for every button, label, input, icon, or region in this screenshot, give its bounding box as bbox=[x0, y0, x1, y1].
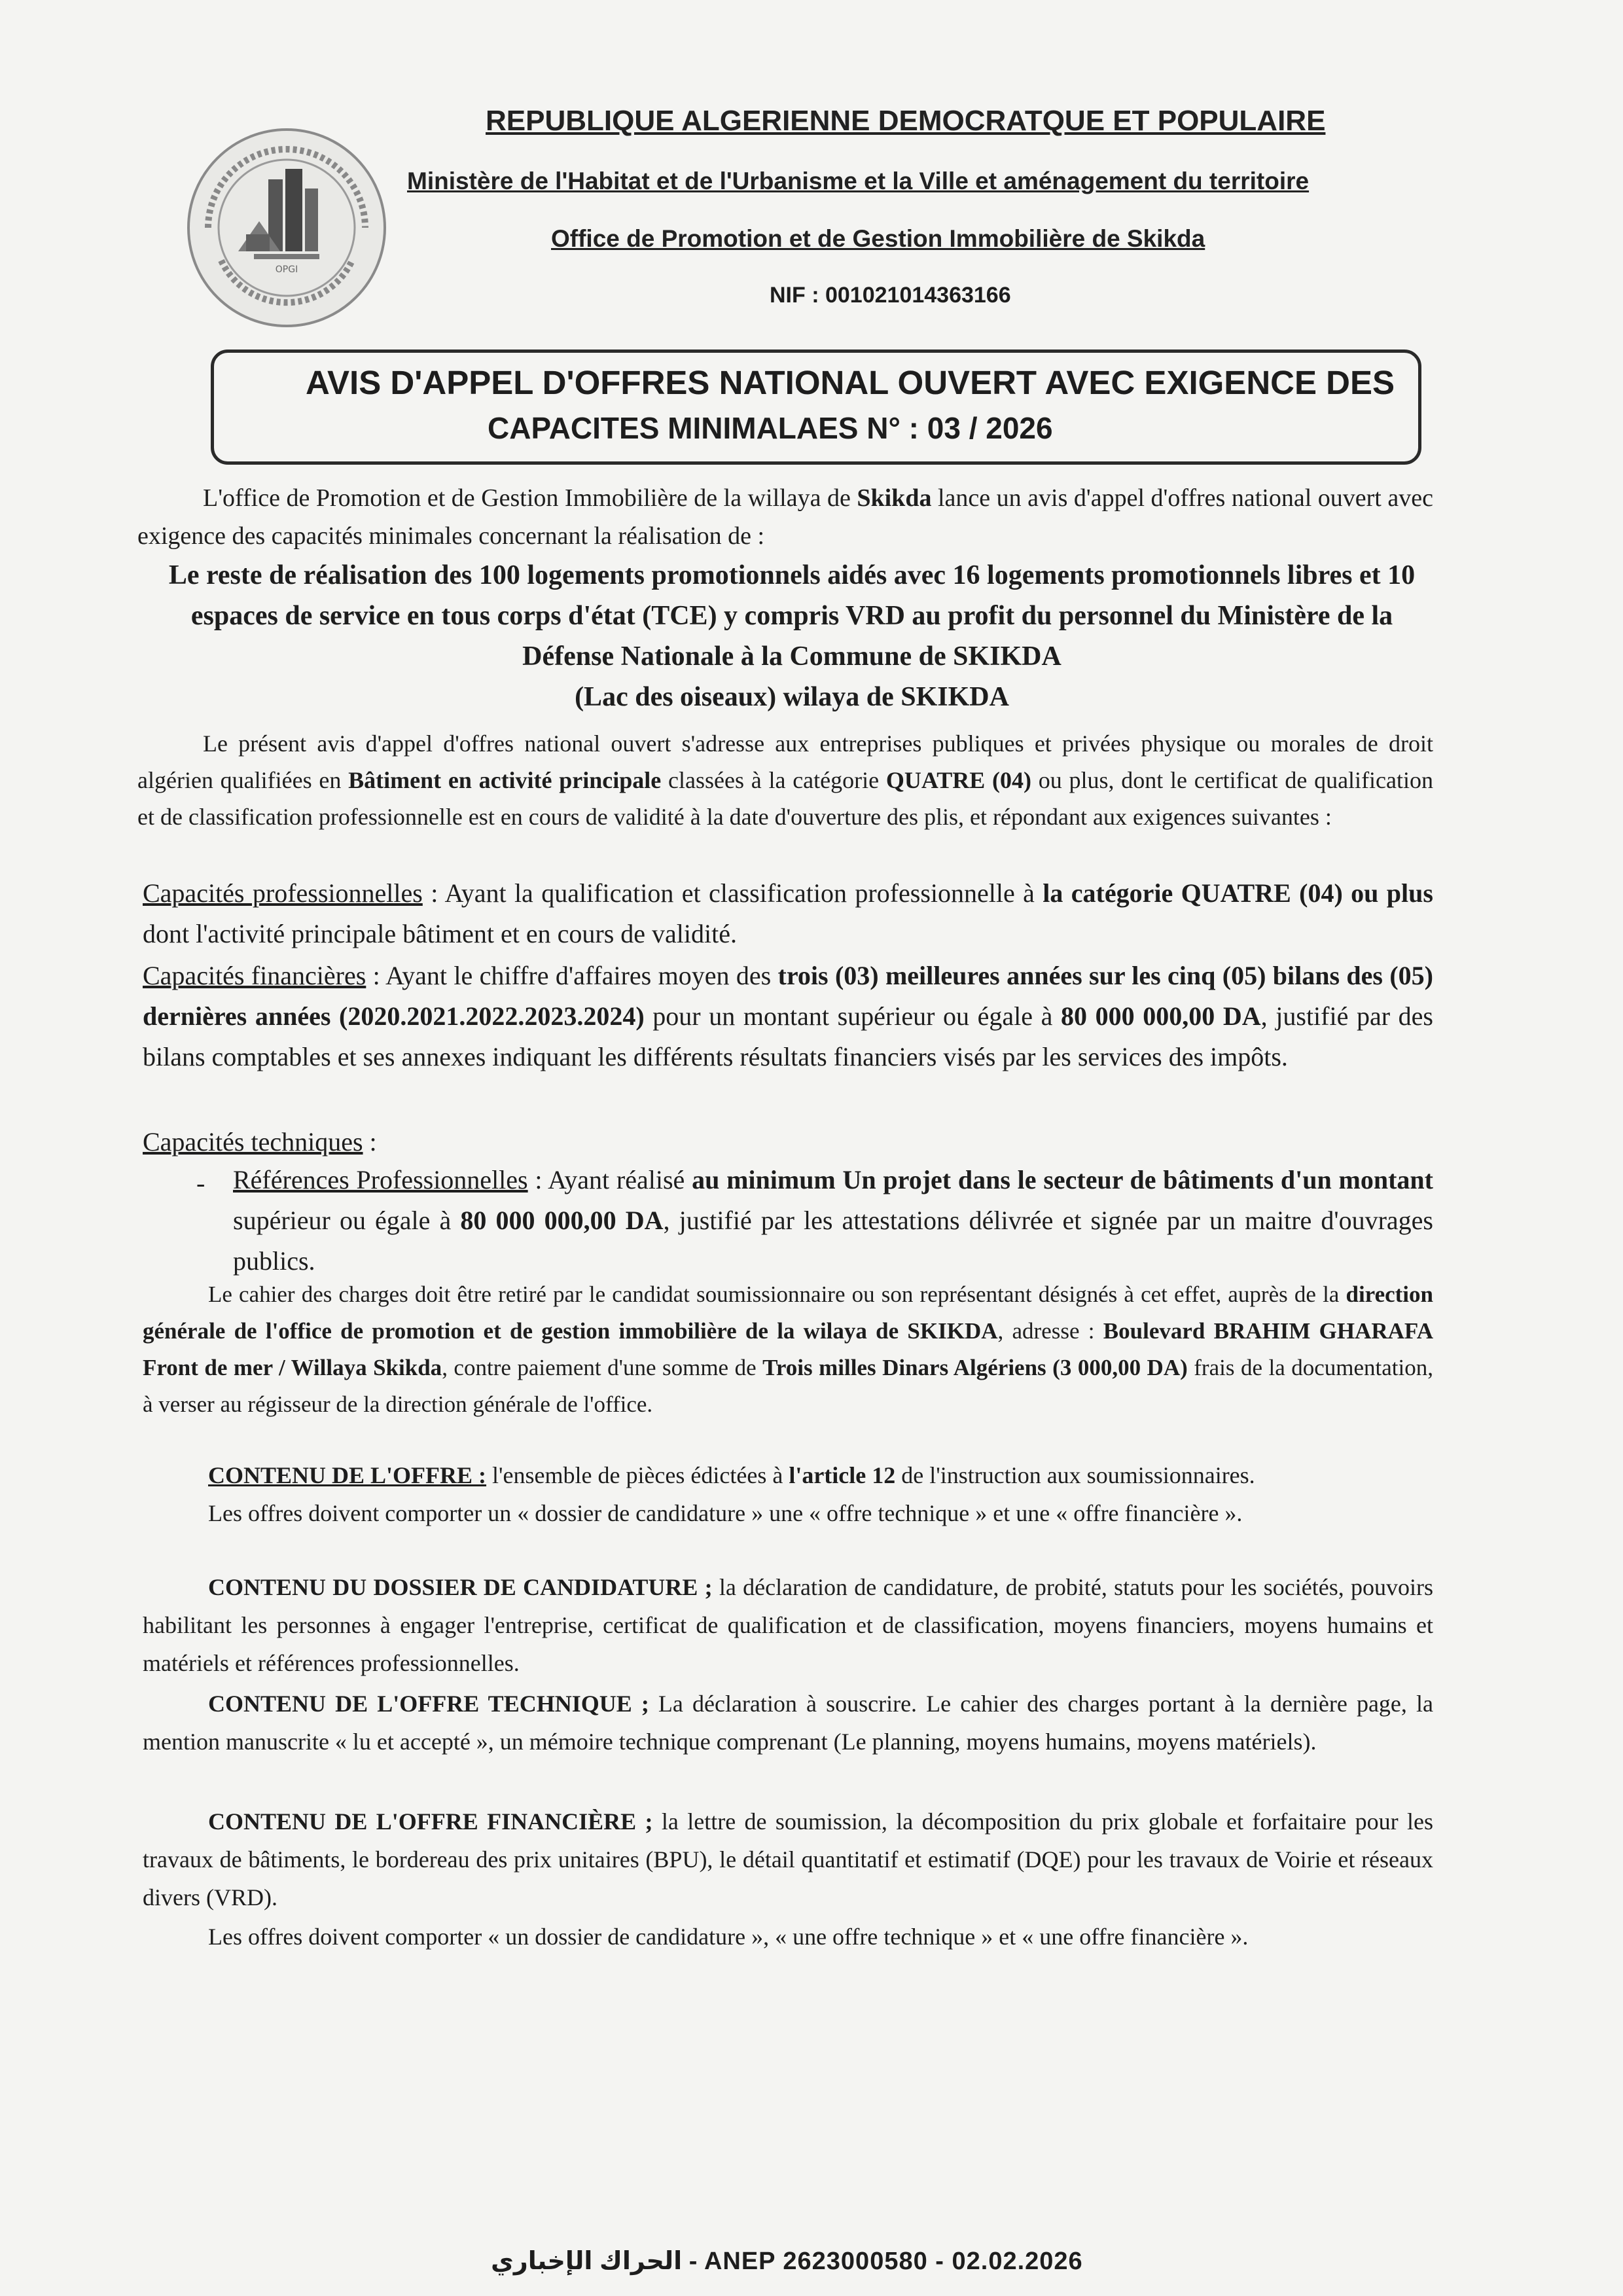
eligibility-text-d: QUATRE (04) bbox=[885, 767, 1031, 793]
opgi-skikda-seal-icon bbox=[182, 123, 391, 332]
contenu-tech-paragraph bbox=[143, 1685, 1433, 1761]
cap-pro-text-c: dont l'activité principale bâtiment et en cours de validité. bbox=[143, 919, 738, 948]
eligibility-text-b: Bâtiment en activité principale bbox=[348, 767, 662, 793]
cap-fin-text-c: pour un montant supérieur ou égale à bbox=[644, 1001, 1061, 1031]
cap-tech-paragraph bbox=[233, 1160, 1433, 1282]
cahier-text-d: Boulevard BRAHIM GHARAFA Front de mer / Willaya Skikda bbox=[143, 1318, 1433, 1380]
cap-tech-heading bbox=[143, 1122, 1433, 1162]
contenu-tech-text: La déclaration à souscrire. Le cahier des charges portant à la dernière page, la mention manuscrite « lu et accepté », un mémoire technique comprenant (Le planning, moyens humains, moyens matériels). bbox=[143, 1691, 1433, 1755]
contenu-dossier-label: CONTENU DU DOSSIER DE CANDIDATURE ; bbox=[208, 1574, 713, 1600]
title-line2: CAPACITES MINIMALAES N° : 03 / 2026 bbox=[488, 411, 1053, 445]
project-description bbox=[151, 555, 1433, 717]
cap-fin-text-b: trois (03) meilleures années sur les cinq (05) bilans des (05) dernières années (2020.2021.2022.2023.2024) bbox=[143, 961, 1433, 1031]
project-line2: (Lac des oiseaux) wilaya de SKIKDA bbox=[575, 682, 1009, 712]
cahier-text-e: , contre paiement d'une somme de bbox=[442, 1355, 763, 1380]
cahier-text-c: , adresse : bbox=[997, 1318, 1103, 1344]
cap-tech-text-a: : Ayant réalisé bbox=[527, 1165, 692, 1194]
eligibility-text-a: Le présent avis d'appel d'offres national ouvert s'adresse aux entreprises publiques et privées physique ou morales de droit algérien qualifiées en bbox=[137, 730, 1433, 793]
project-line1: Le reste de réalisation des 100 logements promotionnels aidés avec 16 logements promotionnels libres et 10 espaces de service en tous corps d'état (TCE) y compris VRD au profit du personnel du Ministère de la Défense Nationale à la Commune de SKIKDA bbox=[168, 560, 1416, 672]
contenu-dossier-paragraph bbox=[143, 1568, 1433, 1682]
contenu-offre-text-a: l'ensemble de pièces édictées à bbox=[486, 1462, 789, 1488]
footer-anep-reference: الحراك الإخباري - ANEP 2623000580 - 02.02.2026 bbox=[491, 2248, 1083, 2275]
title-box bbox=[211, 350, 1421, 465]
cahier-text-a: Le cahier des charges doit être retiré par le candidat soumissionnaire ou son représentant désignés à cet effet, auprès de la bbox=[208, 1282, 1346, 1307]
cahier-paragraph bbox=[143, 1276, 1433, 1423]
contenu-offre-paragraph bbox=[143, 1457, 1433, 1494]
contenu-dossier-text: la déclaration de candidature, de probité, statuts pour les sociétés, pouvoirs habilitant les personnes à engager l'entreprise, certificat de qualification et de classification, moyens financiers, moyens humains et matériels et références professionnelles. bbox=[143, 1574, 1433, 1676]
cap-fin-text-d: 80 000 000,00 DA bbox=[1061, 1001, 1261, 1031]
cap-fin-text-a: : Ayant le chiffre d'affaires moyen des bbox=[366, 961, 778, 990]
eligibility-paragraph bbox=[137, 725, 1433, 835]
contenu-offre-label: CONTENU DE L'OFFRE : bbox=[208, 1462, 487, 1488]
contenu-tech-label: CONTENU DE L'OFFRE TECHNIQUE ; bbox=[208, 1691, 649, 1717]
cap-tech-ref-label: Références Professionnelles bbox=[233, 1165, 528, 1194]
contenu-offre-text-b: l'article 12 bbox=[789, 1462, 896, 1488]
cap-tech-text-c: supérieur ou égale à bbox=[233, 1206, 461, 1235]
eligibility-text-e: ou plus, dont le certificat de qualification et de classification professionnelle est en cours de validité à la date d'ouverture des plis, et répondant aux exigences suivantes : bbox=[137, 767, 1434, 830]
contenu-fin-text: la lettre de soumission, la décomposition du prix globale et forfaitaire pour les travaux de bâtiments, le bordereau des prix unitaires (BPU), le détail quantitatif et estimatif (DQE) pour les travaux de Voirie et réseaux divers (VRD). bbox=[143, 1808, 1433, 1910]
eligibility-text-c: classées à la catégorie bbox=[661, 767, 886, 793]
header-nif: NIF : 001021014363166 bbox=[770, 283, 1011, 308]
cap-pro-text-b: la catégorie QUATRE (04) ou plus bbox=[1043, 878, 1433, 908]
contenu-offre-composition: Les offres doivent comporter un « dossier de candidature » une « offre technique » et une « offre financière ». bbox=[208, 1500, 1243, 1526]
header-ministere: Ministère de l'Habitat et de l'Urbanisme et la Ville et aménagement du territoire bbox=[407, 168, 1310, 194]
cap-pro-label: Capacités professionnelles bbox=[143, 878, 423, 908]
cap-fin-label: Capacités financières bbox=[143, 961, 366, 990]
svg-text:OPGI: OPGI bbox=[275, 264, 298, 275]
cahier-text-b: direction générale de l'office de promotion et de gestion immobilière de la wilaya de SKIKDA bbox=[143, 1282, 1433, 1344]
cap-tech-text-e: , justifié par les attestations délivrée et signée par un maitre d'ouvrages publics. bbox=[233, 1206, 1433, 1276]
cap-tech-label: Capacités techniques bbox=[143, 1127, 363, 1157]
intro-text-b: Skikda bbox=[857, 484, 932, 512]
intro-text-a: L'office de Promotion et de Gestion Immobilière de la willaya de bbox=[203, 484, 857, 512]
closing-paragraph: Les offres doivent comporter « un dossier de candidature », « une offre technique » et « une offre financière ». bbox=[208, 1924, 1249, 1950]
cap-pro-paragraph bbox=[143, 873, 1433, 954]
intro-text-c: lance un avis d'appel d'offres national ouvert avec exigence des capacités minimales concernant la réalisation de : bbox=[137, 484, 1433, 550]
contenu-fin-label: CONTENU DE L'OFFRE FINANCIÈRE ; bbox=[208, 1808, 653, 1835]
title-line1: AVIS D'APPEL D'OFFRES NATIONAL OUVERT AVEC EXIGENCE DES bbox=[306, 364, 1395, 401]
cap-tech-text-d: 80 000 000,00 DA bbox=[460, 1206, 664, 1235]
cap-fin-paragraph bbox=[143, 956, 1433, 1077]
cahier-text-g: frais de la documentation, à verser au régisseur de la direction générale de l'office. bbox=[143, 1355, 1433, 1417]
cap-tech-bullet: - bbox=[196, 1168, 205, 1198]
intro-paragraph bbox=[137, 479, 1433, 555]
cap-fin-text-e: , justifié par des bilans comptables et ses annexes indiquant les différents résultats financiers visés par les services des impôts. bbox=[143, 1001, 1433, 1071]
cap-tech-text-b: au minimum Un projet dans le secteur de bâtiments d'un montant bbox=[692, 1165, 1434, 1194]
header-republique: REPUBLIQUE ALGERIENNE DEMOCRATQUE ET POPULAIRE bbox=[486, 105, 1326, 137]
cahier-text-f: Trois milles Dinars Algériens (3 000,00 DA) bbox=[762, 1355, 1188, 1380]
cap-tech-colon: : bbox=[363, 1127, 377, 1157]
contenu-fin-paragraph bbox=[143, 1803, 1433, 1916]
header-office: Office de Promotion et de Gestion Immobilière de Skikda bbox=[551, 225, 1205, 252]
contenu-offre-text-c: de l'instruction aux soumissionnaires. bbox=[895, 1462, 1255, 1488]
cap-pro-text-a: : Ayant la qualification et classification professionnelle à bbox=[422, 878, 1043, 908]
